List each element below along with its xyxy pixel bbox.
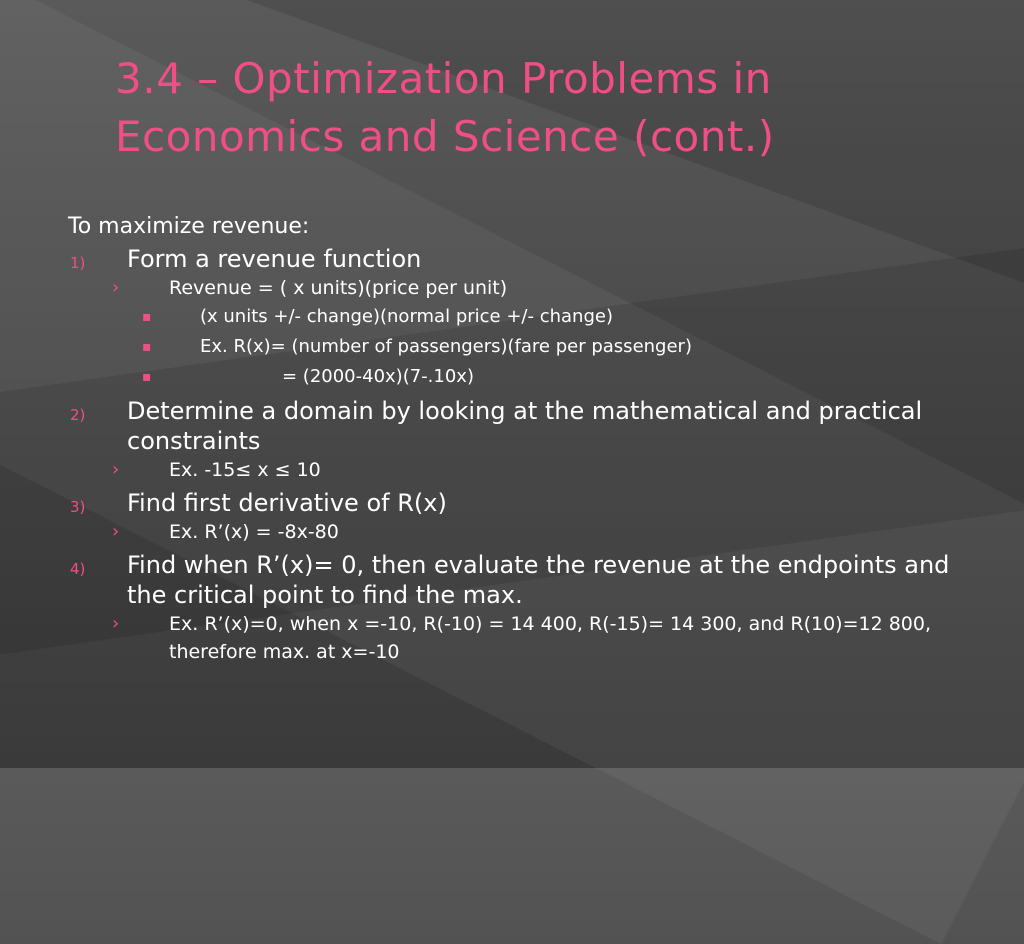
caret-bullet-icon: › bbox=[112, 277, 120, 298]
sub-text: Ex. R’(x) = -8x-80 bbox=[169, 521, 339, 543]
slide-title: 3.4 – Optimization Problems in Economics and Science (cont.) bbox=[115, 54, 775, 161]
sub-text: Ex. R’(x)=0, when x =-10, R(-10) = 14 400, R(-15)= 14 300, and R(10)=12 800, therefore max. at x=-10 bbox=[169, 613, 932, 663]
step-number: 4) bbox=[70, 560, 86, 578]
step-1 bbox=[68, 244, 968, 274]
step-text: Form a revenue function bbox=[127, 245, 422, 273]
step-number: 1) bbox=[70, 254, 86, 272]
subsub-text: = (2000-40x)(7-.10x) bbox=[282, 366, 474, 387]
dot-bullet-icon: ▪ bbox=[142, 309, 152, 325]
caret-bullet-icon: › bbox=[112, 459, 120, 480]
step-2 bbox=[68, 396, 968, 456]
step-text: Determine a domain by looking at the mathematical and practical constraints bbox=[127, 397, 923, 455]
step-number: 2) bbox=[70, 406, 86, 424]
sub-text: Revenue = ( x units)(price per unit) bbox=[169, 277, 508, 299]
subsub-text: (x units +/- change)(normal price +/- change) bbox=[200, 306, 613, 327]
step-4-sub bbox=[68, 610, 968, 666]
step-1-subsub-2 bbox=[68, 332, 968, 362]
step-1-sub bbox=[68, 274, 968, 302]
intro-text: To maximize revenue: bbox=[68, 214, 310, 239]
step-4 bbox=[68, 550, 968, 610]
dot-bullet-icon: ▪ bbox=[142, 369, 152, 385]
slide-body bbox=[68, 210, 968, 666]
step-1-subsub-3 bbox=[68, 362, 968, 392]
sub-text: Ex. -15≤ x ≤ 10 bbox=[169, 459, 321, 481]
step-3 bbox=[68, 488, 968, 518]
caret-bullet-icon: › bbox=[112, 521, 120, 542]
step-1-subsub-1 bbox=[68, 302, 968, 332]
step-2-sub bbox=[68, 456, 968, 484]
subsub-text: Ex. R(x)= (number of passengers)(fare per passenger) bbox=[200, 336, 692, 357]
step-text: Find when R’(x)= 0, then evaluate the revenue at the endpoints and the critical point to find the max. bbox=[127, 551, 950, 609]
step-number: 3) bbox=[70, 498, 86, 516]
step-text: Find first derivative of R(x) bbox=[127, 489, 447, 517]
caret-bullet-icon: › bbox=[112, 613, 120, 634]
step-3-sub bbox=[68, 518, 968, 546]
dot-bullet-icon: ▪ bbox=[142, 339, 152, 355]
